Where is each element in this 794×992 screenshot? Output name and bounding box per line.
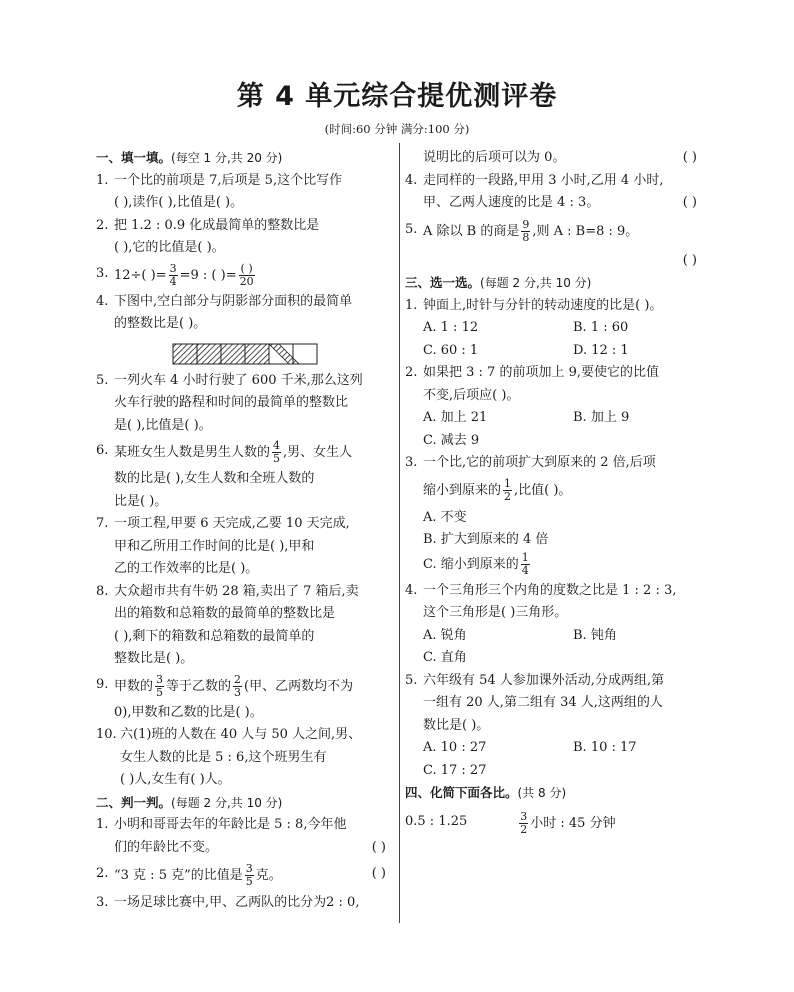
options-3-5 [405, 737, 703, 782]
option-a[interactable]: A. 不变 [423, 509, 467, 525]
shaded-strip-figure [172, 342, 318, 366]
fraction: $\frac{2}{3}$ [234, 672, 242, 699]
question-1-6: 6. 某班女生人数是男生人数的 $\frac{4}{5}$ ,男、女生人 数的比是( ),女生人数和全班人数的 比是( )。 [96, 439, 353, 509]
fraction: $\frac{1}{2}$ [504, 476, 512, 503]
judge-answer-paren[interactable]: ( ) [682, 150, 697, 165]
option-c[interactable]: C. 17 : 27 [423, 762, 487, 778]
option-b[interactable]: B. 加上 9 [573, 410, 630, 425]
judge-answer-paren[interactable]: ( ) [682, 252, 697, 268]
fraction: $\frac{3}{5}$ [156, 672, 164, 699]
simplify-expressions [405, 811, 703, 836]
option-d[interactable]: D. 12 : 1 [573, 342, 629, 358]
question-1-4: 4. 下图中,空白部分与阴影部分面积的最简单 的整数比是( )。 [96, 293, 353, 331]
fraction: $\frac{3}{4}$ [169, 261, 177, 288]
section1-title: 一、填一填。(每空 1 分,共 20 分) [96, 150, 283, 165]
option-c[interactable]: C. 直角 [423, 650, 467, 665]
judge-answer-paren[interactable]: ( ) [682, 195, 697, 210]
question-1-8: 8. 大众超市共有牛奶 28 箱,卖出了 7 箱后,卖 出的箱数和总箱数的最简单的整数比是 ( ),剩下的箱数和总箱数的最简单的 整数比是( )。 [96, 583, 359, 666]
question-2-5: 5. A 除以 B 的商是 $\frac{9}{8}$ ,则 A : B=8 : 9。 ( ) [405, 219, 703, 273]
judge-answer-paren[interactable]: ( ) [371, 839, 386, 855]
question-1-7: 7. 一项工程,甲要 6 天完成,乙要 10 天完成, 甲和乙所用工作时间的比是( ),甲和 乙的工作效率的比是( )。 [96, 516, 350, 576]
question-1-1: 1. 一个比的前项是 7,后项是 5,这个比写作 ( ),读作( ),比值是( )。 [96, 172, 343, 210]
column-divider [399, 143, 400, 923]
fraction: $\frac{3}{2}$ [520, 809, 528, 836]
option-a[interactable]: A. 加上 21 [423, 410, 488, 425]
question-3-5: 5. 六年级有 54 人参加课外活动,分成两组,第 一组有 20 人,第二组有 34 人,这两组的人 数比是( )。 [405, 672, 665, 733]
section4-title: 四、化简下面各比。(共 8 分) [405, 785, 567, 800]
option-c[interactable]: C. 缩小到原来的 $\frac{1}{4}$ [423, 550, 529, 577]
fraction: ( ) 20 [239, 261, 254, 288]
option-a[interactable]: A. 10 : 27 [423, 740, 487, 755]
option-c[interactable]: C. 60 : 1 [423, 342, 479, 358]
question-2-3: 3. 一场足球比赛中,甲、乙两队的比分为2 : 0, [96, 895, 360, 910]
page-title: 第 4 单元综合提优测评卷 [236, 81, 558, 112]
question-3-2: 2. 如果把 3 : 7 的前项加上 9,要使它的比值 不变,后项应( )。 [405, 365, 659, 403]
page-subtitle: (时间:60 分钟 满分:100 分) [324, 122, 470, 136]
section2-title: 二、判一判。(每题 2 分,共 10 分) [96, 794, 283, 810]
option-b[interactable]: B. 扩大到原来的 4 倍 [423, 532, 549, 547]
right-column [405, 147, 703, 836]
question-1-5: 5. 一列火车 4 小时行驶了 600 千米,那么这列 火车行驶的路程和时间的最简单的整数比 是( ),比值是( )。 [96, 372, 363, 433]
question-3-3: 3. 一个比,它的前项扩大到原来的 2 倍,后项 缩小到原来的 $\frac{1}{2}$ ,比值( )。 [405, 455, 656, 503]
options-3-4 [405, 625, 703, 670]
fraction: $\frac{1}{4}$ [521, 550, 529, 577]
option-a[interactable]: A. 1 : 12 [423, 320, 479, 335]
options-3-3 [405, 507, 703, 577]
question-3-1: 1. 钟面上,时针与分针的转动速度的比是( )。 [405, 297, 663, 313]
ratio-expression-2: $\frac{3}{2}$ 小时 : 45 分钟 [520, 809, 616, 836]
option-b[interactable]: B. 10 : 17 [573, 740, 637, 755]
question-1-3: 3. 12÷( )= $\frac{3}{4}$ =9 : ( )= ( ) 20 [96, 261, 254, 288]
question-2-3-continued: 说明比的后项可以为 0。 ( ) [405, 147, 703, 170]
option-a[interactable]: A. 锐角 [423, 627, 467, 643]
option-b[interactable]: B. 钝角 [573, 627, 617, 643]
options-3-1 [405, 317, 703, 362]
question-2-4: 4. 走同样的一段路,甲用 3 小时,乙用 4 小时, 甲、乙两人速度的比是 4 : 3。 ( ) [405, 170, 703, 215]
section3-title: 三、选一选。(每题 2 分,共 10 分) [405, 275, 592, 290]
question-1-9: 9. 甲数的 $\frac{3}{5}$ 等于乙数的 $\frac{2}{3}$ (甲、乙两数均不为 0),甲数和乙数的比是( )。 [96, 672, 354, 720]
fraction: $\frac{4}{5}$ [273, 439, 281, 465]
options-3-2 [405, 407, 703, 452]
option-b[interactable]: B. 1 : 60 [573, 320, 629, 335]
question-2-1: 1. 小明和哥哥去年的年龄比是 5 : 8,今年他 们的年龄比不变。 ( ) [96, 814, 392, 859]
fraction: $\frac{9}{8}$ [522, 217, 530, 244]
judge-answer-paren[interactable]: ( ) [371, 866, 386, 881]
fraction: $\frac{3}{5}$ [245, 862, 253, 888]
option-c[interactable]: C. 减去 9 [423, 432, 480, 448]
question-1-10: 10. 六(1)班的人数在 40 人与 50 人之间,男、 女生人数的比是 5 : 6,这个班男生有 ( )人,女生有( )人。 [96, 727, 362, 787]
ratio-expression-1: 0.5 : 1.25 [405, 813, 468, 829]
question-1-2: 2. 把 1.2 : 0.9 化成最简单的整数比是 ( ),它的比值是( )。 [96, 217, 320, 255]
left-column [96, 147, 392, 915]
question-3-4: 4. 一个三角形三个内角的度数之比是 1 : 2 : 3, 这个三角形是( )三角形。 [405, 582, 677, 620]
question-2-2: 2. “3 克 : 5 克”的比值是 $\frac{3}{5}$ 克。 ( ) [96, 862, 386, 888]
